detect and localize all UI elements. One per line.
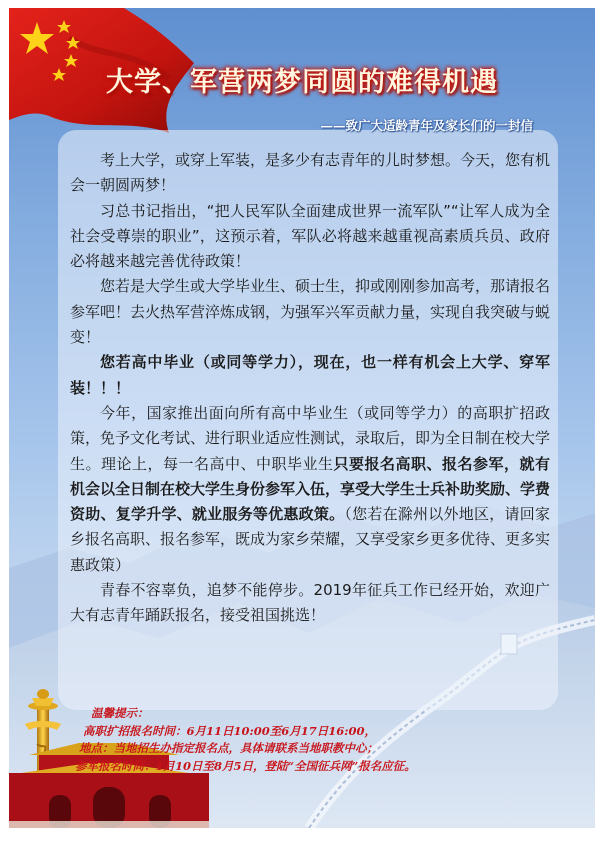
tips-heading: 温馨提示：	[91, 706, 149, 720]
tips-line: 高职扩招报名时间：6月11日10:00至6月17日16:00，	[83, 723, 377, 738]
tips-line: 参军报名时间：1月10日至8月5日，登陆“全国征兵网”报名应征。	[75, 758, 416, 773]
bold-text: 您若高中毕业（或同等学力），现在，也一样有机会上大学、穿军装！！！	[70, 353, 550, 397]
tips-box	[75, 705, 575, 775]
paragraph: 考上大学，或穿上军装，是多少有志青年的儿时梦想。今天，您有机会一朝圆两梦！	[70, 151, 551, 195]
paragraph: 习总书记指出，“把人民军队全面建成世界一流军队”“让军人成为全社会受尊崇的职业”，这预示着，军队必将越来越重视高素质兵员、政府必将越来越完善优待政策！	[70, 201, 550, 271]
paragraph: 青春不容辜负，追梦不能停步。2019年征兵工作已经开始，欢迎广大有志青年踊跃报名，接受祖国挑选！	[70, 581, 550, 625]
paragraph-text: 今年，国家推出面向所有高中毕业生（或同等学力）的高职扩招政策，免予文化考试、进行职业适应性测试，录取后，即为全日制在校大学生。理论上，每一名高中、中职毕业生	[70, 403, 551, 473]
bold-text: 只要报名高职、报名参军，就有机会以全日制在校大学生身份参军入伍，享受大学生士兵补助奖励、学费资助、复学升学、就业服务等优惠政策。	[70, 454, 551, 524]
paragraph-bold	[70, 350, 550, 401]
paragraph	[70, 401, 550, 578]
poster	[9, 8, 595, 828]
tips-line: 地点：当地招生办指定报名点，具体请联系当地职教中心；	[79, 741, 378, 755]
page-title: 大学、军营两梦同圆的难得机遇	[106, 67, 498, 98]
letter-body	[70, 148, 550, 629]
page-subtitle: ——致广大适龄青年及家长们的一封信	[320, 118, 533, 133]
paragraph: 您若是大学生或大学毕业生、硕士生，抑或刚刚参加高考，那请报名参军吧！去火热军营淬炼成钢，为强军兴军贡献力量，实现自我突破与蜕变！	[70, 277, 551, 347]
paragraph-text: （您若在滁州以外地区，请回家乡报名高职、报名参军，既成为家乡荣耀，又享受家乡更多优待、更多实惠政策）	[70, 505, 551, 574]
